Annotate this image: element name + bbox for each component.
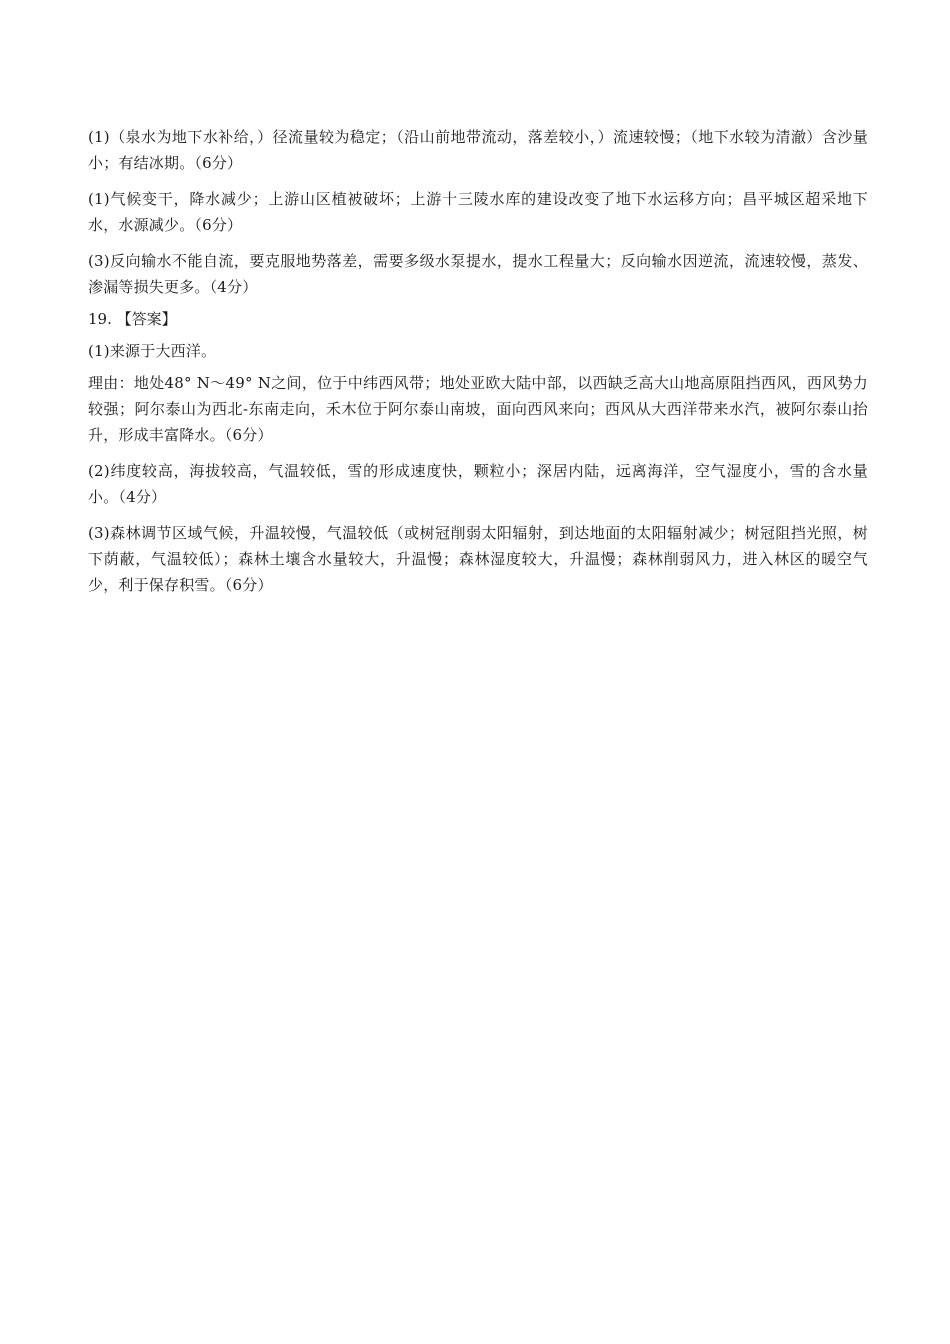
- answer-18-part-2: (1)气候变干，降水减少；上游山区植被破坏；上游十三陵水库的建设改变了地下水运移方向；昌平城区超采地下水，水源减少。（6分）: [88, 190, 868, 234]
- answer-18-part-1: (1)（泉水为地下水补给，）径流量较为稳定；（沿山前地带流动，落差较小，）流速较慢；（地下水较为清澈）含沙量小；有结冰期。（6分）: [88, 128, 868, 172]
- document-page: [88, 124, 868, 608]
- answer-19-part-1-reason: 理由：地处48° N～49° N之间，位于中纬西风带；地处亚欧大陆中部，以西缺乏高大山地高原阻挡西风，西风势力较强；阿尔泰山为西北-东南走向，禾木位于阿尔泰山南坡，面向西风来向；西风从大西洋带来水汽，被阿尔泰山抬升，形成丰富降水。（6分）: [88, 374, 868, 444]
- answer-19-part-2: (2)纬度较高，海拔较高，气温较低，雪的形成速度快，颗粒小；深居内陆，远离海洋，空气湿度小，雪的含水量小。（4分）: [88, 462, 868, 506]
- answer-19-heading: 19. 【答案】: [88, 310, 177, 328]
- answer-18-part-3: (3)反向输水不能自流，要克服地势落差，需要多级水泵提水，提水工程量大；反向输水因逆流，流速较慢，蒸发、渗漏等损失更多。（4分）: [88, 252, 868, 296]
- answer-19-part-1: (1)来源于大西洋。: [88, 342, 217, 360]
- answer-19-part-3: (3)森林调节区域气候，升温较慢，气温较低（或树冠削弱太阳辐射，到达地面的太阳辐射减少；树冠阻挡光照，树下荫蔽，气温较低）；森林土壤含水量较大，升温慢；森林湿度较大，升温慢；森林削弱风力，进入林区的暖空气少，利于保存积雪。（6分）: [88, 524, 868, 594]
